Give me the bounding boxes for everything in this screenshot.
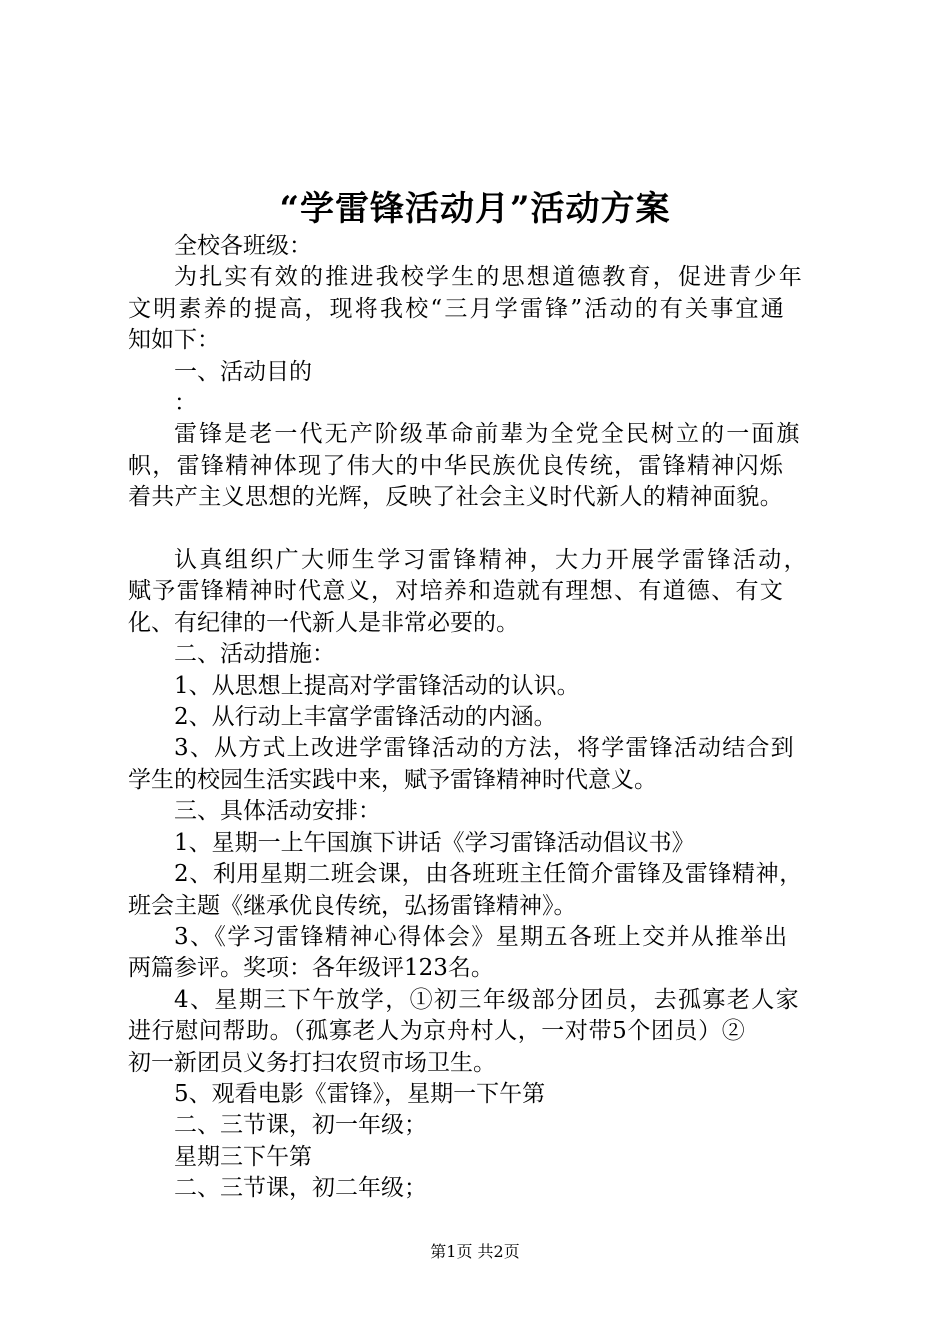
measure-1: 1、从思想上提高对学雷锋活动的认识。 <box>174 672 580 699</box>
intro-line-1: 为扎实有效的推进我校学生的思想道德教育，促进青少年 <box>174 264 804 291</box>
schedule-item-2-line-1: 2、利用星期二班会课，由各班班主任简介雷锋及雷锋精神， <box>174 861 803 888</box>
schedule-item-1: 1、星期一上午国旗下讲话《学习雷锋活动倡议书》 <box>174 829 695 856</box>
schedule-item-4-line-3: 初一新团员义务打扫农贸市场卫生。 <box>128 1049 496 1076</box>
schedule-item-3-line-2: 两篇参评。奖项：各年级评123名。 <box>128 955 494 982</box>
purpose-line-1: 雷锋是老一代无产阶级革命前辈为全党全民树立的一面旗 <box>174 421 802 448</box>
study-line-2: 赋予雷锋精神时代意义，对培养和造就有理想、有道德、有文 <box>128 578 785 605</box>
paragraph-spacer <box>128 514 840 545</box>
salutation: 全校各班级： <box>174 233 312 259</box>
measure-3-line-1: 3、从方式上改进学雷锋活动的方法，将学雷锋活动结合到 <box>174 735 795 762</box>
schedule-item-4-line-1: 4、星期三下午放学，①初三年级部分团员，去孤寡老人家 <box>174 986 801 1013</box>
schedule-item-3-line-1: 3、《学习雷锋精神心得体会》星期五各班上交并从推举出 <box>174 923 789 950</box>
schedule-item-5-line-4: 二、三节课，初二年级； <box>174 1175 427 1202</box>
purpose-line-2: 帜，雷锋精神体现了伟大的中华民族优良传统，雷锋精神闪烁 <box>128 452 785 479</box>
schedule-item-5-line-3: 星期三下午第 <box>174 1143 312 1170</box>
measure-2: 2、从行动上丰富学雷锋活动的内涵。 <box>174 704 557 731</box>
schedule-item-5-line-2: 二、三节课，初一年级； <box>174 1112 427 1139</box>
intro-line-3: 知如下： <box>128 327 220 354</box>
schedule-item-4-line-2: 进行慰问帮助。（孤寡老人为京舟村人，一对带5个团员）② <box>128 1018 746 1045</box>
study-line-3: 化、有纪律的一代新人是非常必要的。 <box>128 609 519 636</box>
intro-line-2: 文明素养的提高，现将我校“三月学雷锋”活动的有关事宜通 <box>128 295 786 322</box>
page-footer: 第1页 共2页 <box>430 1242 520 1261</box>
purpose-line-3: 着共产主义思想的光辉，反映了社会主义时代新人的精神面貌。 <box>128 484 784 511</box>
section-heading-schedule: 三、具体活动安排： <box>174 798 381 825</box>
section-heading-measures: 二、活动措施： <box>174 641 335 668</box>
section-heading-purpose: 一、活动目的 <box>174 358 312 385</box>
document-title: “学雷锋活动月”活动方案 <box>279 189 671 229</box>
schedule-item-5-line-1: 5、观看电影《雷锋》，星期一下午第 <box>174 1080 546 1107</box>
measure-3-line-2: 学生的校园生活实践中来，赋予雷锋精神时代意义。 <box>128 766 657 793</box>
study-line-1: 认真组织广大师生学习雷锋精神，大力开展学雷锋活动， <box>174 547 809 574</box>
document-body <box>128 231 840 1205</box>
purpose-colon: ： <box>174 390 197 417</box>
schedule-item-2-line-2: 班会主题《继承优良传统，弘扬雷锋精神》。 <box>128 892 577 919</box>
